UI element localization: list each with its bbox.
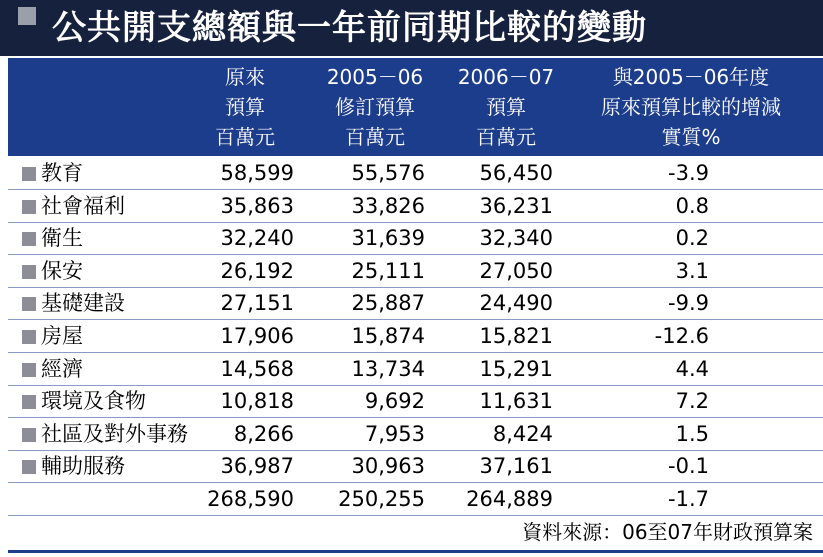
cell-real-change: 4.4 (675, 357, 709, 381)
total-budget-2006: 264,889 (466, 487, 553, 511)
cell-real-change: -0.1 (668, 454, 709, 478)
cell-real-change: -3.9 (668, 161, 709, 185)
total-real-change: -1.7 (668, 487, 709, 511)
cell-budget-2006: 37,161 (479, 454, 553, 478)
square-bullet-icon (22, 265, 36, 279)
cell-revised-budget: 30,963 (351, 454, 425, 478)
square-bullet-icon (22, 395, 36, 409)
cell-revised-budget: 13,734 (351, 357, 425, 381)
column-header-revised-budget (310, 62, 440, 152)
cell-revised-budget: 25,887 (351, 291, 425, 315)
square-bullet-icon (22, 232, 36, 246)
square-bullet-icon (22, 200, 36, 214)
row-category (22, 386, 146, 417)
cell-revised-budget: 9,692 (364, 389, 425, 413)
bottom-rule (8, 550, 823, 553)
row-category (22, 354, 83, 385)
cell-original-budget: 58,599 (220, 161, 294, 185)
cell-real-change: 7.2 (675, 389, 709, 413)
cell-budget-2006: 27,050 (479, 259, 553, 283)
cell-original-budget: 8,266 (233, 422, 294, 446)
square-bullet-icon (22, 167, 36, 181)
header-line: 原來 (225, 65, 265, 89)
total-revised-budget: 250,255 (338, 487, 425, 511)
cell-revised-budget: 15,874 (351, 324, 425, 348)
square-bullet-icon (22, 330, 36, 344)
cell-real-change: -12.6 (654, 324, 709, 348)
cell-original-budget: 10,818 (220, 389, 294, 413)
cell-real-change: 0.8 (675, 194, 709, 218)
total-row (8, 484, 823, 516)
cell-revised-budget: 25,111 (351, 259, 425, 283)
column-header-original-budget (190, 62, 300, 152)
category-label: 輔助服務 (41, 454, 125, 478)
table-row (8, 288, 823, 320)
cell-original-budget: 26,192 (220, 259, 294, 283)
cell-budget-2006: 8,424 (492, 422, 553, 446)
cell-budget-2006: 15,821 (479, 324, 553, 348)
category-label: 教育 (41, 161, 83, 185)
cell-budget-2006: 32,340 (479, 226, 553, 250)
cell-budget-2006: 56,450 (479, 161, 553, 185)
source-note: 資料來源：06至07年財政預算案 (522, 520, 813, 544)
header-line: 百萬元 (215, 125, 275, 149)
table-row (8, 321, 823, 353)
header-line: 百萬元 (476, 125, 536, 149)
cell-budget-2006: 36,231 (479, 194, 553, 218)
cell-original-budget: 36,987 (220, 454, 294, 478)
row-category (22, 158, 83, 189)
row-category (22, 288, 125, 319)
square-bullet-icon (22, 428, 36, 442)
header-line: 百萬元 (345, 125, 405, 149)
header-line: 預算 (225, 95, 265, 119)
row-category (22, 223, 83, 254)
header-line: 實質% (661, 125, 721, 149)
row-category (22, 256, 83, 287)
header-line: 2005－06 (326, 65, 424, 89)
category-label: 環境及食物 (41, 389, 146, 413)
cell-revised-budget: 33,826 (351, 194, 425, 218)
column-header-real-change (576, 62, 806, 152)
cell-original-budget: 14,568 (220, 357, 294, 381)
cell-revised-budget: 55,576 (351, 161, 425, 185)
table-row (8, 256, 823, 288)
category-label: 保安 (41, 259, 83, 283)
category-label: 社區及對外事務 (41, 422, 188, 446)
row-category (22, 191, 125, 222)
table-header (8, 58, 823, 156)
cell-revised-budget: 31,639 (351, 226, 425, 250)
cell-budget-2006: 11,631 (479, 389, 553, 413)
category-label: 衛生 (41, 226, 83, 250)
header-line: 2006－07 (457, 65, 555, 89)
cell-real-change: 1.5 (675, 422, 709, 446)
cell-budget-2006: 15,291 (479, 357, 553, 381)
category-label: 社會福利 (41, 194, 125, 218)
row-category (22, 419, 188, 450)
total-original-budget: 268,590 (207, 487, 294, 511)
square-icon (18, 7, 36, 25)
category-label: 基礎建設 (41, 291, 125, 315)
cell-real-change: 3.1 (675, 259, 709, 283)
cell-real-change: 0.2 (675, 226, 709, 250)
cell-original-budget: 32,240 (220, 226, 294, 250)
row-category (22, 321, 83, 352)
row-category (22, 451, 125, 482)
cell-original-budget: 17,906 (220, 324, 294, 348)
square-bullet-icon (22, 297, 36, 311)
header-line: 原來預算比較的增減 (601, 95, 781, 119)
table-row (8, 223, 823, 255)
page-title: 公共開支總額與一年前同期比較的變動 (52, 8, 647, 48)
table-row (8, 191, 823, 223)
header-line: 修訂預算 (335, 95, 415, 119)
column-header-budget-2006 (446, 62, 566, 152)
category-label: 經濟 (41, 357, 83, 381)
table-row (8, 386, 823, 418)
cell-real-change: -9.9 (668, 291, 709, 315)
table-row (8, 419, 823, 451)
cell-original-budget: 27,151 (220, 291, 294, 315)
cell-revised-budget: 7,953 (364, 422, 425, 446)
header-line: 預算 (486, 95, 526, 119)
cell-budget-2006: 24,490 (479, 291, 553, 315)
table-row (8, 158, 823, 190)
title-bar (0, 0, 823, 56)
table-row (8, 354, 823, 386)
table-row (8, 451, 823, 483)
header-line: 與2005－06年度 (612, 65, 770, 89)
cell-original-budget: 35,863 (220, 194, 294, 218)
square-bullet-icon (22, 363, 36, 377)
square-bullet-icon (22, 460, 36, 474)
category-label: 房屋 (41, 324, 83, 348)
